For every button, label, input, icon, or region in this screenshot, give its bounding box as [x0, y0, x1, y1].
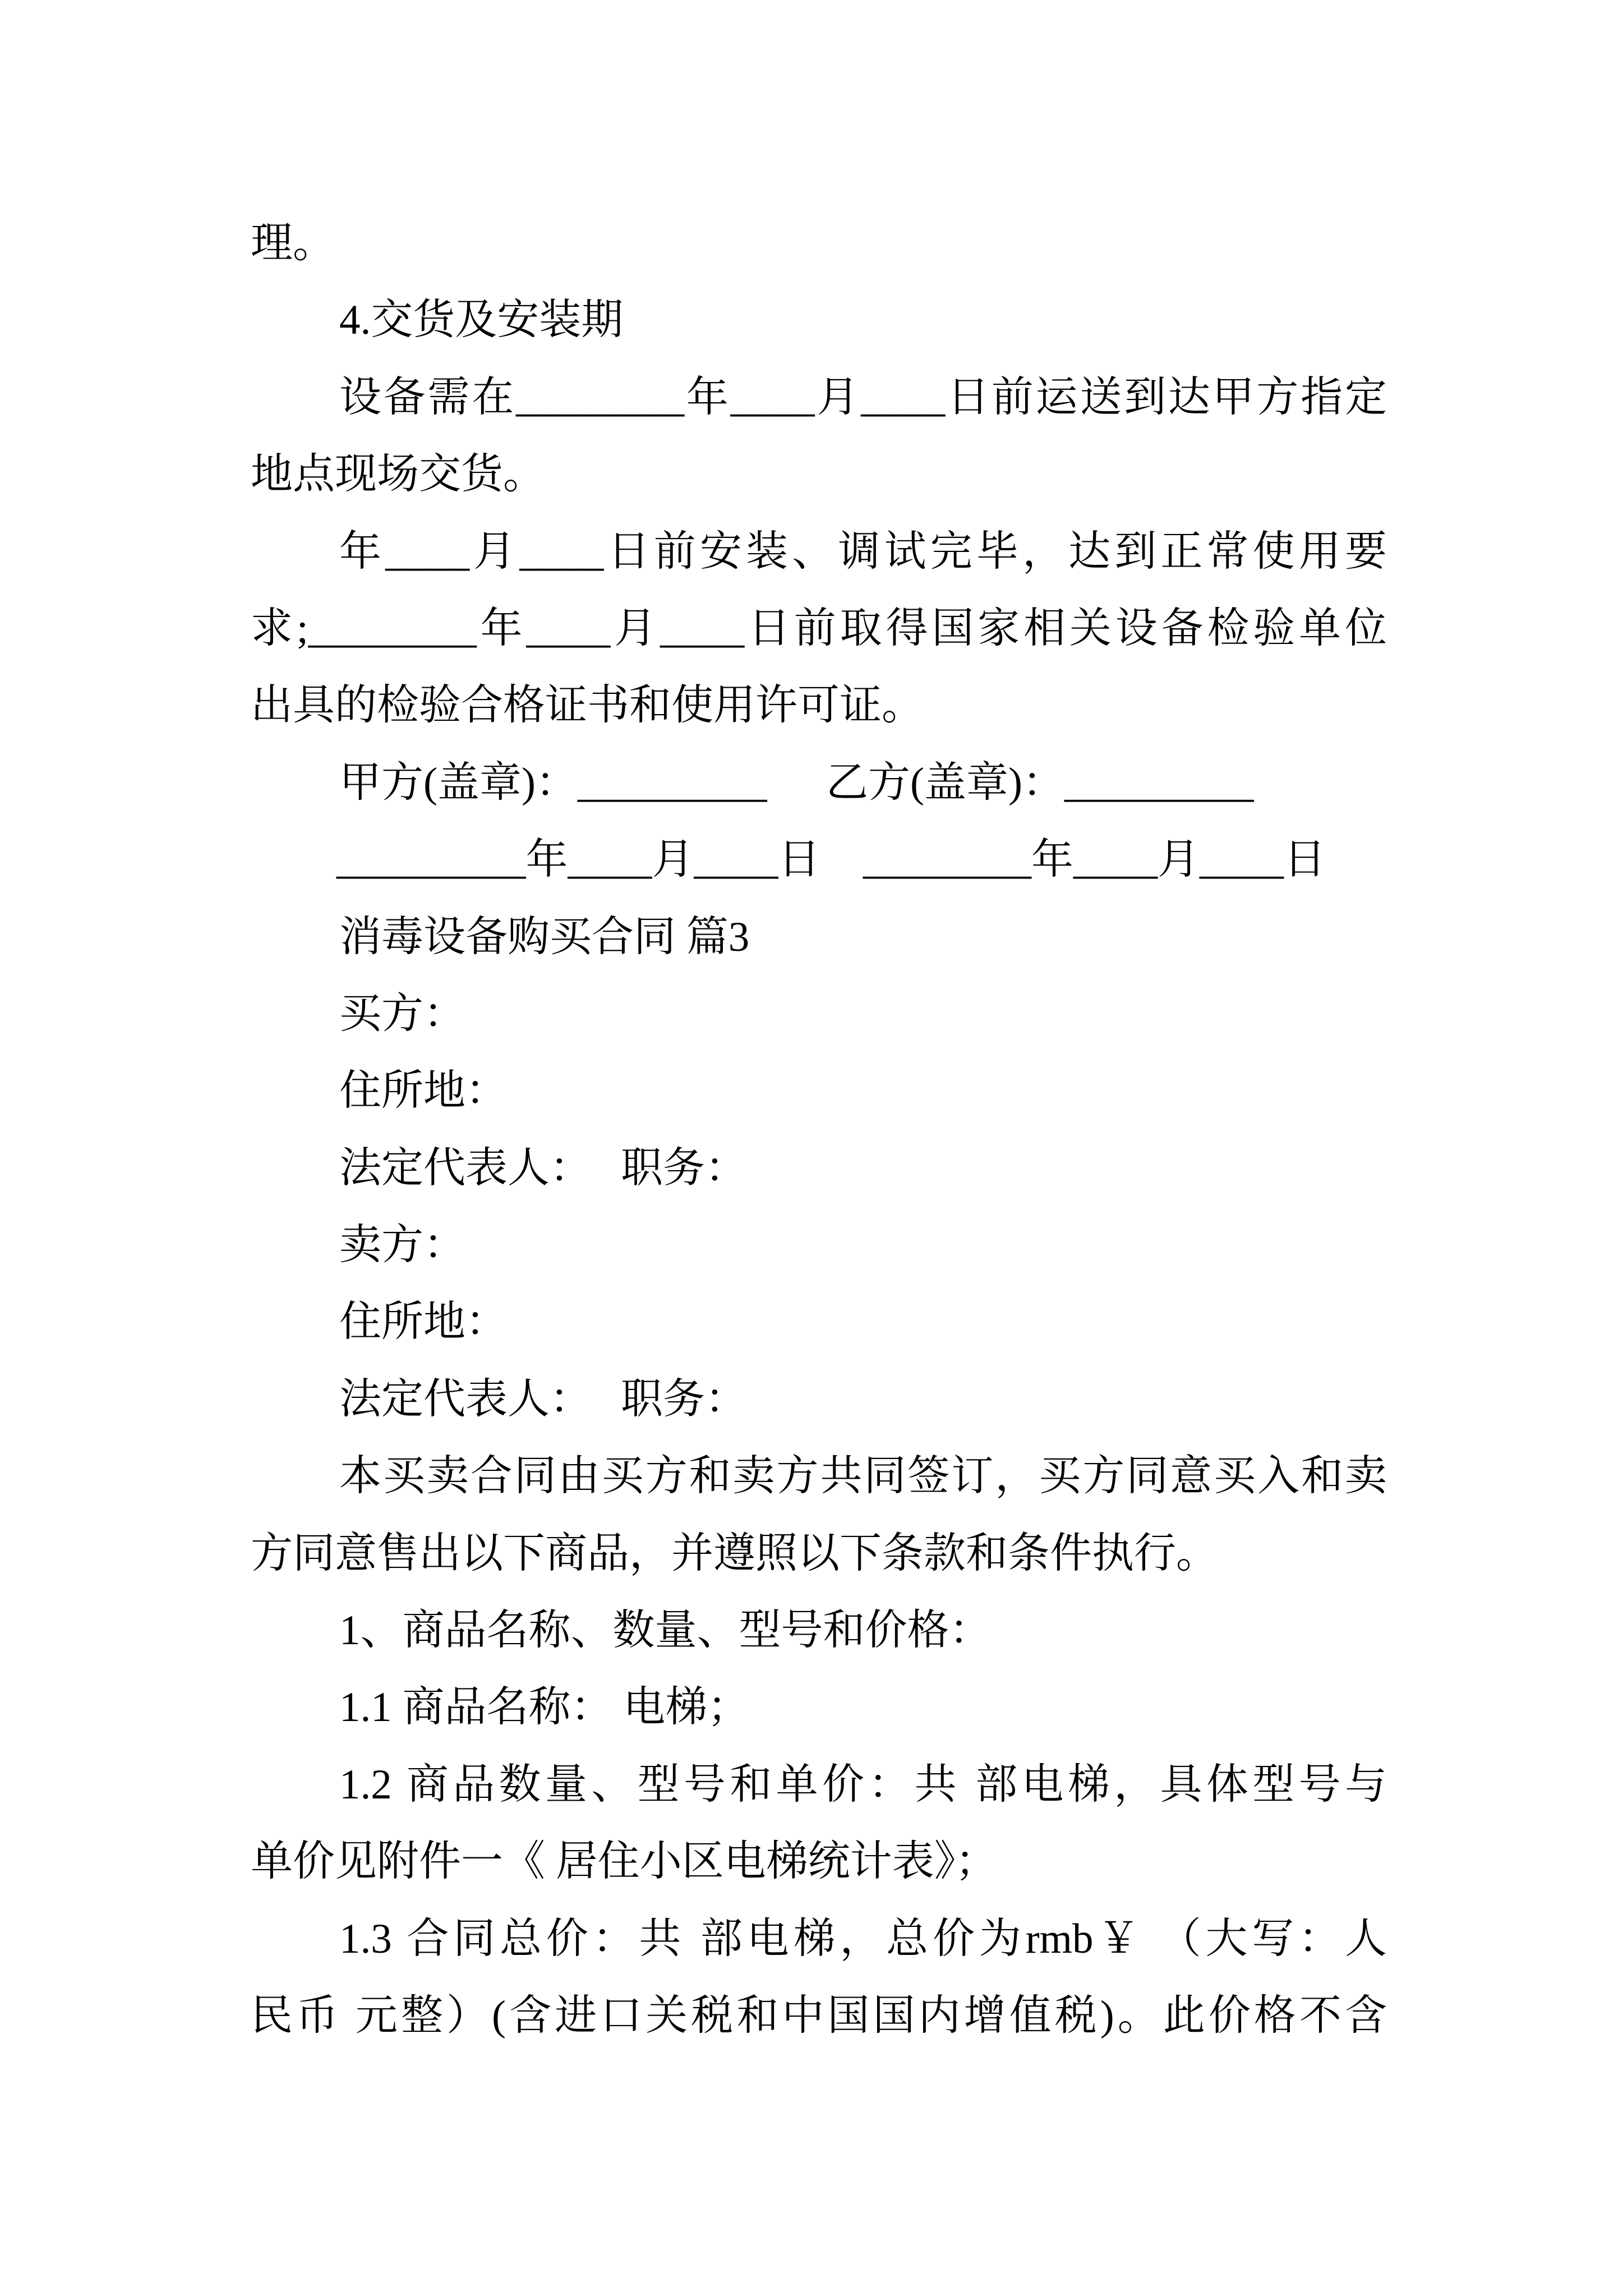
- clause-1-3-line: 民币 元整）(含进口关税和中国国内增值税)。此价格不含: [251, 1992, 1387, 2039]
- buyer-position: 职务：: [621, 1144, 748, 1191]
- contract-title: 消毒设备购买合同 篇3: [339, 913, 750, 960]
- delivery-line: 地点现场交货。: [251, 451, 546, 498]
- preamble-paragraph: [0, 1438, 1623, 1592]
- seller-address: 住所地：: [339, 1299, 508, 1346]
- preamble-line: 方同意售出以下商品，并遵照以下条款和条件执行。: [251, 1530, 1219, 1577]
- buyer-info: [0, 976, 1623, 1207]
- seller-label: 卖方：: [339, 1222, 466, 1269]
- installation-line: 求;________年____月____日前取得国家相关设备检验单位: [251, 605, 1387, 652]
- clause-1-2-line: 1.2 商品数量、型号和单价：共 部电梯，具体型号与: [339, 1761, 1387, 1808]
- clause-1-heading: 1、商品名称、数量、型号和价格：: [339, 1607, 992, 1654]
- installation-line: 年____月____日前安装、调试完毕，达到正常使用要: [339, 528, 1387, 575]
- preamble-line: 本买卖合同由买方和卖方共同签订，买方同意买入和卖: [339, 1453, 1387, 1500]
- clause-1-1: 1.1 商品名称： 电梯；: [339, 1684, 750, 1731]
- party-a-signature: 甲方(盖章)：_________: [339, 759, 767, 806]
- party-b-signature: 乙方(盖章)：_________: [826, 759, 1254, 806]
- seller-position: 职务：: [621, 1375, 748, 1423]
- seller-representative-line: [339, 1361, 1387, 1438]
- installation-line: 出具的检验合格证书和使用许可证。: [251, 682, 924, 729]
- clause-1-2: [0, 1746, 1623, 1901]
- clause-1-3: [0, 1901, 1623, 2055]
- buyer-representative: 法定代表人：: [339, 1144, 592, 1191]
- party-b-date: ________年____月____日: [863, 836, 1326, 884]
- buyer-representative-line: [339, 1130, 1387, 1207]
- party-a-date: _________年____月____日: [336, 836, 820, 884]
- delivery-paragraph: [0, 359, 1623, 513]
- seller-info: [0, 1207, 1623, 1438]
- clause-1-3-line: 1.3 合同总价：共 部电梯，总价为rmb￥ （大写：人: [339, 1915, 1387, 1962]
- installation-paragraph: [0, 513, 1623, 744]
- delivery-line: 设备需在________年____月____日前运送到达甲方指定: [339, 374, 1387, 421]
- signature-row: [0, 744, 1623, 821]
- section-4-heading: 4.交货及安装期: [339, 297, 624, 344]
- signature-date-row: [0, 821, 1623, 898]
- clause-1-2-line: 单价见附件一《 居住小区电梯统计表》；: [251, 1838, 998, 1885]
- continuation-text: 理。: [251, 220, 335, 266]
- buyer-address: 住所地：: [339, 1068, 508, 1115]
- buyer-label: 买方：: [339, 990, 466, 1037]
- seller-representative: 法定代表人：: [339, 1375, 592, 1423]
